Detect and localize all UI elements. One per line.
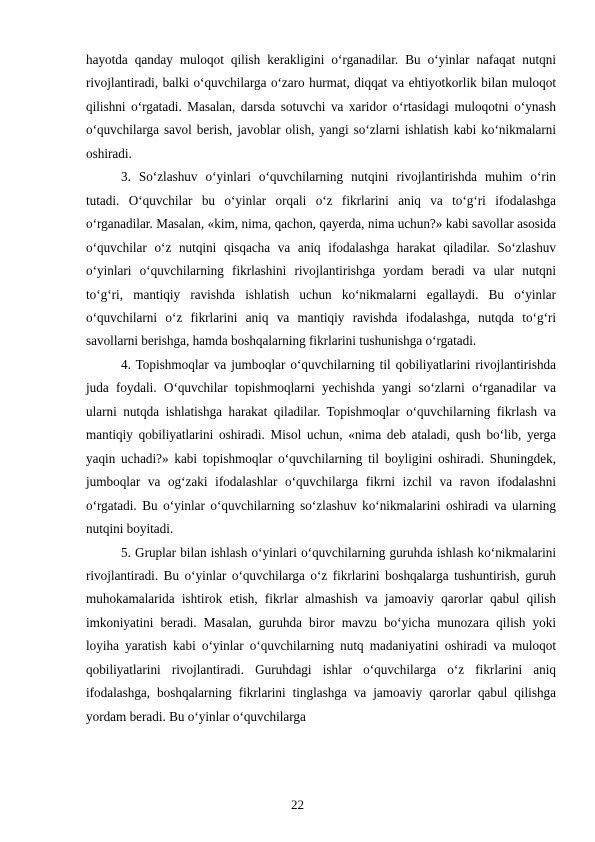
paragraph-item-4: 4. Topishmoqlar va jumboqlar oʻquvchilarning til qobiliyatlarini rivojlantirishda juda foydali. Oʻquvchilar topishmoqlarni yechishda yangi soʻzlarni oʻrganadilar va ularni nutqda ishlatishga harakat qiladilar. Topishmoqlar oʻquvchilarning fikrlash va mantiqiy qobiliyatlarini oshiradi. Misol uchun, «nima deb ataladi, qush boʻlib, yerga yaqin uchadi?» kabi topishmoqlar oʻquvchilarning til boyligini oshiradi. Shuningdek, jumboqlar va ogʻzaki ifodalashlar oʻquvchilarga fikrni izchil va ravon ifodalashni oʻrgatadi. Bu oʻyinlar oʻquvchilarning soʻzlashuv koʻnikmalarini oshiradi va ularning nutqini boyitadi. [86,356,556,537]
page-number: 22 [291,797,304,812]
paragraph-continuation: hayotda qanday muloqot qilish kerakligini oʻrganadilar. Bu oʻyinlar nafaqat nutqni rivojlantiradi, balki oʻquvchilarga oʻzaro hurmat, diqqat va ehtiyotkorlik bilan muloqot qilishni oʻrgatadi. Masalan, darsda sotuvchi va xaridor oʻrtasidagi muloqotni oʻynash oʻquvchilarga savol berish, javoblar olish, yangi soʻzlarni ishlatish kabi koʻnikmalarni oshiradi. [86,52,556,161]
paragraph-item-5: 5. Gruplar bilan ishlash oʻyinlari oʻquvchilarning guruhda ishlash koʻnikmalarini rivojlantiradi. Bu oʻyinlar oʻquvchilarga oʻz fikrlarini boshqalarga tushuntirish, guruh muhokamalarida ishtirok etish, fikrlar almashish va jamoaviy qarorlar qabul qilish imkoniyatini beradi. Masalan, guruhda biror mavzu boʻyicha munozara qilish yoki loyiha yaratish kabi oʻyinlar oʻquvchilarning nutq madaniyatini oshiradi va muloqot qobiliyatlarini rivojlantiradi. Guruhdagi ishlar oʻquvchilarga oʻz fikrlarini aniq ifodalashga, boshqalarning fikrlarini tinglashga va jamoaviy qarorlar qabul qilishga yordam beradi. Bu oʻyinlar oʻquvchilarga [86,544,556,724]
body-text [86,48,556,728]
paragraph-item-3: 3. Soʻzlashuv oʻyinlari oʻquvchilarning nutqini rivojlantirishda muhim oʻrin tutadi. Oʻquvchilar bu oʻyinlar orqali oʻz fikrlarini aniq va toʻgʻri ifodalashga oʻrganadilar. Masalan, «kim, nima, qachon, qayerda, nima uchun?» kabi savollar asosida oʻquvchilar oʻz nutqini qisqacha va aniq ifodalashga harakat qiladilar. Soʻzlashuv oʻyinlari oʻquvchilarning fikrlashini rivojlantirishga yordam beradi va ular nutqni toʻgʻri, mantiqiy ravishda ishlatish uchun koʻnikmalarni egallaydi. Bu oʻyinlar oʻquvchilarni oʻz fikrlarini aniq va mantiqiy ravishda ifodalashga, nutqda toʻgʻri savollarni berishga, hamda boshqalarning fikrlarini tushunishga oʻrgatadi. [86,169,556,349]
